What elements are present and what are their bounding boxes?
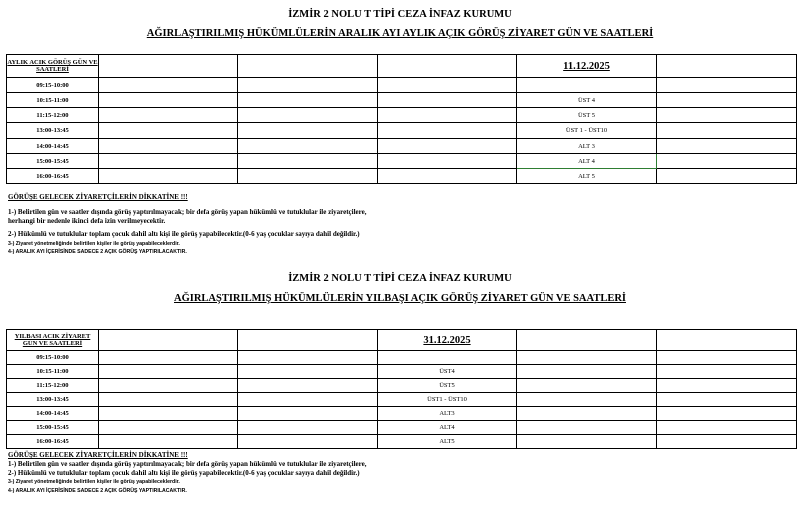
ward-group: ÜST 1 - ÜST10: [517, 123, 657, 139]
table-header-row: [7, 330, 797, 351]
time-slot: 15:00-15:45: [7, 154, 99, 169]
ward-group: ALT 3: [517, 139, 657, 154]
ward-group: [517, 78, 657, 93]
note-2: 2-) Hükümlü ve tutuklular toplam çocuk dahil altı kişi ile görüş yapabilecektir.(0-6 yaş çocuklar sayıya dahil değildir.): [8, 469, 360, 477]
ward-group: ÜST 5: [517, 108, 657, 123]
table-row: [7, 78, 797, 93]
time-slot: 16:00-16:45: [7, 435, 99, 449]
visit-date: 31.12.2025: [378, 330, 517, 351]
table-row: [7, 421, 797, 435]
schedule-subtitle-1: AĞIRLAŞTIRILMIŞ HÜKÜMLÜLERİN ARALIK AYI AYLIK AÇIK GÖRÜŞ ZİYARET GÜN VE SAATLERİ: [146, 28, 654, 39]
table-row: [7, 139, 797, 154]
time-slot: 16:00-16:45: [7, 169, 99, 184]
ward-group: ÜST5: [378, 379, 517, 393]
time-slot: 10:15-11:00: [7, 93, 99, 108]
table-row: [7, 108, 797, 123]
note-2: 2-) Hükümlü ve tutuklular toplam çocuk dahil altı kişi ile görüş yapabilecektir.(0-6 yaş çocuklar sayıya dahil değildir.): [8, 230, 360, 238]
note-4: 4-) ARALIK AYI İÇERİSİNDE SADECE 2 AÇIK GÖRÜŞ YAPTIRILACAKTIR.: [8, 487, 187, 494]
schedule-table-1: [6, 54, 797, 184]
ward-group: ÜST4: [378, 365, 517, 379]
ward-group: [378, 351, 517, 365]
time-slot: 13:00-13:45: [7, 123, 99, 139]
visitor-notes-2: [8, 451, 798, 495]
note-4: 4-) ARALIK AYI İÇERİSİNDE SADECE 2 AÇIK GÖRÜŞ YAPTIRILACAKTIR.: [8, 248, 187, 255]
note-3: 3-) Ziyaret yönetmeliğinde belirtilen kişiler ile görüş yapabileceklerdir.: [8, 241, 180, 247]
table-row: [7, 393, 797, 407]
time-slot: 13:00-13:45: [7, 393, 99, 407]
schedule-subtitle-2: AĞIRLAŞTIRILMIŞ HÜKÜMLÜLERİN YILBAŞI AÇIK GÖRÜŞ ZİYARET GÜN VE SAATLERİ: [174, 293, 626, 304]
note-3: 3-) Ziyaret yönetmeliğinde belirtilen kişiler ile görüş yapabileceklerdir.: [8, 479, 180, 485]
time-slot: 11:15-12:00: [7, 379, 99, 393]
table-row: [7, 365, 797, 379]
visitor-notes-1: [8, 193, 798, 256]
table-row: [7, 169, 797, 184]
ward-group: ALT5: [378, 435, 517, 449]
time-slot: 15:00-15:45: [7, 421, 99, 435]
institution-title-2: İZMİR 2 NOLU T TİPİ CEZA İNFAZ KURUMU: [288, 273, 512, 284]
time-slot: 10:15-11:00: [7, 365, 99, 379]
note-1: 1-) Belirtilen gün ve saatler dışında görüş yaptırılmayacak; bir defa görüş yapan hükümlü ve tutuklular ile ziyaretçilere,: [8, 460, 367, 468]
ward-group: ALT3: [378, 407, 517, 421]
note-1: 1-) Belirtilen gün ve saatler dışında görüş yaptırılmayacak; bir defa görüş yapan hükümlü ve tutuklular ile ziyaretçilere,: [8, 208, 367, 216]
ward-group: ALT4: [378, 421, 517, 435]
table-row: [7, 123, 797, 139]
notes-heading: GÖRÜŞE GELECEK ZİYARETÇİLERİN DİKKATİNE !!!: [8, 193, 188, 201]
time-slot: 11:15-12:00: [7, 108, 99, 123]
table-row: [7, 93, 797, 108]
notes-heading: GÖRÜŞE GELECEK ZİYARETÇİLERİN DİKKATİNE !!!: [8, 451, 188, 459]
table-header-row: [7, 55, 797, 78]
table-row: [7, 351, 797, 365]
visit-date: 11.12.2025: [517, 55, 657, 78]
table-row: [7, 407, 797, 421]
header-label: YILBASI ACIK ZİYARET GÜN VE SAATLERİ: [7, 330, 99, 351]
time-slot: 14:00-14:45: [7, 407, 99, 421]
table-row: [7, 435, 797, 449]
ward-group: ÜST 4: [517, 93, 657, 108]
table-row: [7, 379, 797, 393]
institution-title-1: İZMİR 2 NOLU T TİPİ CEZA İNFAZ KURUMU: [288, 9, 512, 20]
ward-group: ÜST1 - ÜST10: [378, 393, 517, 407]
time-slot: 14:00-14:45: [7, 139, 99, 154]
note-1-continued: herhangi bir nedenle ikinci defa izin verilmeyecektir.: [8, 217, 166, 225]
table-row: [7, 154, 797, 169]
time-slot: 09:15-10:00: [7, 78, 99, 93]
time-slot: 09:15-10:00: [7, 351, 99, 365]
ward-group-selected-cell[interactable]: ALT 4: [517, 154, 657, 169]
schedule-table-2: [6, 329, 797, 449]
header-label: AYLIK ACIK GÖRÜŞ GÜN VE SAATLERİ: [7, 55, 99, 78]
ward-group: ALT 5: [517, 169, 657, 184]
